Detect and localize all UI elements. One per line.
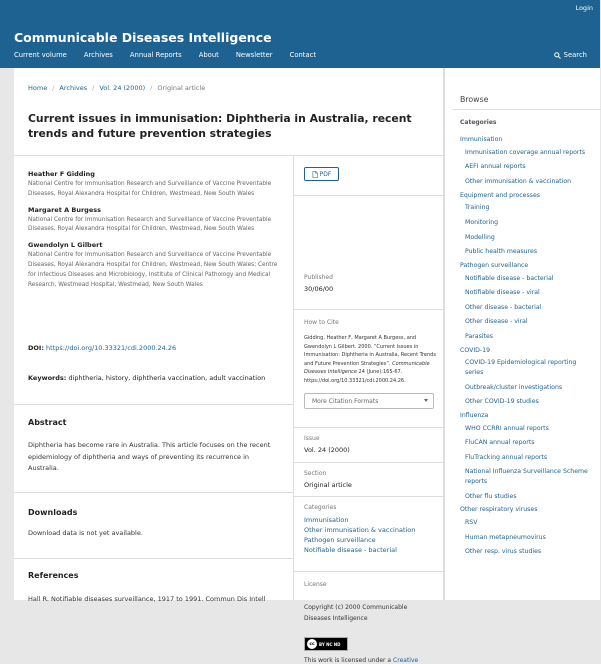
breadcrumb-home[interactable]: Home (28, 84, 48, 92)
citation-formats-dropdown[interactable] (304, 393, 434, 409)
site-title[interactable]: Communicable Diseases Intelligence (14, 30, 272, 45)
keywords (28, 374, 281, 382)
citation-formats-label: More Citation Formats (312, 397, 379, 405)
nav-newsletter[interactable]: Newsletter (235, 51, 273, 59)
category-link[interactable]: Public health measures (465, 248, 538, 256)
breadcrumb-separator: / (92, 84, 95, 92)
category-group (460, 262, 595, 269)
issue-label: Issue (304, 435, 320, 442)
category-item (460, 438, 595, 448)
category-group (460, 192, 595, 199)
section-label: Section (304, 470, 327, 477)
section-value: Original article (304, 481, 352, 489)
category-link[interactable]: Other immunisation & vaccination (465, 177, 572, 185)
search-label: Search (563, 51, 587, 59)
category-link[interactable]: Other respiratory viruses (460, 506, 538, 514)
category-link[interactable]: Other immunisation & vaccination (304, 526, 416, 534)
citation-plain: Gidding, Heather F, Margaret A Burgess, and Gwendolyn L Gilbert. 2000. “Current Issues in Immunisation: Diphtheria in Australia, Recent Trends and Future Prevention Strategies”. (304, 335, 436, 367)
category-link[interactable]: Parasites (465, 332, 493, 340)
category-item (460, 203, 595, 213)
category-link[interactable]: Pathogen surveillance (304, 536, 376, 544)
category-link[interactable]: Pathogen surveillance (460, 261, 529, 269)
category-link[interactable]: Other disease - viral (465, 318, 528, 326)
citation-journal: Communicable Diseases Intelligence (304, 360, 430, 376)
nav-about[interactable]: About (198, 51, 219, 59)
category-group (460, 506, 595, 513)
license-label: License (304, 581, 327, 588)
category-link[interactable]: Immunisation (460, 136, 503, 143)
category-link[interactable]: FluTracking annual reports (465, 453, 548, 461)
divider (294, 427, 444, 428)
authors-list (28, 170, 281, 296)
doi (28, 344, 176, 352)
browse-heading: Browse (460, 95, 489, 104)
breadcrumb (28, 84, 205, 92)
keywords-value: diphtheria, history, diphtheria vaccination, adult vaccination (68, 374, 266, 382)
divider (14, 558, 293, 559)
category-tree (460, 136, 595, 562)
category-link[interactable]: Notifiable disease - bacterial (304, 546, 397, 554)
categories-label: Categories (304, 504, 337, 511)
category-item (460, 288, 595, 298)
breadcrumb-current: Original article (157, 84, 206, 92)
category-link[interactable]: Immunisation coverage annual reports (465, 148, 586, 156)
category-link[interactable]: National Influenza Surveillance Scheme reports (465, 468, 588, 486)
nav-current-volume[interactable]: Current volume (14, 51, 67, 59)
category-group (460, 412, 595, 419)
article-categories (304, 515, 415, 555)
breadcrumb-archives[interactable]: Archives (59, 84, 88, 92)
breadcrumb-separator: / (150, 84, 153, 92)
author-name: Gwendolyn L Gilbert (28, 241, 103, 250)
author-affiliation: National Centre for Immunisation Research and Surveillance of Vaccine Preventable Diseases, Royal Alexandra Hospital for Children, Westmead, New South Wales; Centre for Infectious Diseases and Microbiology, Institute of Clinical Pathology and Medical Research, Westmead Hospital, Westmead, New South Wales (28, 252, 278, 288)
category-item (460, 424, 595, 434)
category-item (460, 332, 595, 342)
category-link[interactable]: WHO CCRRI annual reports (465, 424, 549, 432)
main-nav (14, 51, 333, 59)
category-item (460, 247, 595, 257)
category-link[interactable]: Other flu studies (465, 492, 517, 500)
category-link[interactable]: COVID-19 Epidemiological reporting series (465, 359, 577, 377)
citation-text (304, 334, 436, 386)
abstract-heading: Abstract (28, 418, 67, 427)
chevron-down-icon (424, 399, 428, 402)
category-link[interactable]: AEFI annual reports (465, 163, 526, 171)
divider (294, 571, 444, 572)
published-date: 30/06/00 (304, 285, 334, 293)
category-item (460, 303, 595, 313)
category-link[interactable]: Training (465, 204, 490, 212)
author-name: Margaret A Burgess (28, 205, 101, 214)
sidebar (444, 68, 600, 600)
author-name: Heather F Gidding (28, 170, 95, 178)
category-link[interactable]: Notifiable disease - bacterial (465, 274, 554, 282)
category-item (460, 233, 595, 243)
category-item (460, 397, 595, 407)
category-link[interactable]: Notifiable disease - viral (465, 289, 540, 297)
issue-link[interactable]: Vol. 24 (2000) (304, 446, 350, 454)
category-link[interactable]: FluCAN annual reports (465, 439, 535, 447)
how-to-cite-label: How to Cite (304, 319, 339, 326)
file-pdf-icon (312, 171, 318, 178)
category-item (460, 467, 595, 487)
divider (294, 496, 444, 497)
category-link[interactable]: Other disease - bacterial (465, 303, 542, 311)
column-divider (293, 155, 294, 600)
search-icon (554, 52, 561, 59)
category-link[interactable]: Other resp. virus studies (465, 548, 542, 556)
downloads-heading: Downloads (28, 508, 78, 517)
citation-tail: 24 (June):165-67. https://doi.org/10.33321/cdi.2000.24.26. (304, 369, 406, 384)
published-label: Published (304, 274, 333, 281)
category-item (460, 547, 595, 557)
cc-text: BY NC ND (319, 641, 341, 647)
category-link[interactable]: COVID-19 (460, 346, 491, 354)
category-link[interactable]: Other COVID-19 studies (465, 398, 539, 406)
login-link[interactable]: Login (575, 4, 593, 12)
site-header (0, 0, 600, 68)
categories-heading: Categories (460, 119, 497, 126)
category-link[interactable]: Human metapneumovirus (465, 533, 546, 541)
divider (14, 492, 293, 493)
pdf-label: PDF (319, 170, 332, 178)
category-item (460, 218, 595, 228)
category-item (460, 177, 595, 187)
divider (294, 309, 444, 310)
category-item (460, 358, 595, 378)
doi-link[interactable]: https://doi.org/10.33321/cdi.2000.24.26 (46, 344, 177, 352)
category-link[interactable]: Immunisation (304, 516, 349, 524)
pdf-button[interactable] (304, 167, 339, 181)
reference-item: Hall R. Notifiable diseases surveillance, 1917 to 1991. Commun Dis Intell (28, 595, 266, 603)
cc-circle: cc (307, 639, 317, 649)
author (28, 241, 281, 290)
nav-archives[interactable]: Archives (83, 51, 113, 59)
creative-commons-icon[interactable] (304, 637, 348, 651)
divider (294, 195, 444, 196)
license-link[interactable]: Creative (393, 657, 419, 664)
downloads-text: Download data is not yet available. (28, 529, 143, 537)
nav-contact[interactable]: Contact (289, 51, 317, 59)
search-link[interactable] (554, 51, 587, 59)
main-content (14, 68, 444, 664)
category-item (460, 274, 595, 284)
category-link[interactable]: Outbreak/cluster investigations (465, 383, 563, 391)
category-link[interactable]: RSV (465, 519, 478, 527)
author-affiliation: National Centre for Immunisation Research and Surveillance of Vaccine Preventable Diseases, Royal Alexandra Hospital for Children, Westmead, New South Wales (28, 181, 272, 197)
license-note (304, 657, 418, 664)
doi-label: DOI: (28, 344, 44, 352)
category-link[interactable]: Monitoring (465, 218, 499, 226)
category-item (460, 148, 595, 158)
category-link[interactable]: Influenza (460, 411, 489, 419)
category-item (460, 518, 595, 528)
author-affiliation: National Centre for Immunisation Research and Surveillance of Vaccine Preventable Diseases, Royal Alexandra Hospital for Children, Westmead, New South Wales (28, 216, 272, 233)
category-item (460, 533, 595, 543)
article-title: Current issues in immunisation: Diphtheria in Australia, recent trends and future prevention strategies (28, 112, 412, 140)
divider (294, 462, 444, 463)
category-item (460, 162, 595, 172)
category-link[interactable]: Equipment and processes (460, 191, 540, 199)
license-text: Copyright (c) 2000 Communicable Diseases Intelligence (304, 604, 408, 622)
keywords-label: Keywords: (28, 374, 67, 382)
author (28, 206, 281, 236)
category-link[interactable]: Modelling (465, 233, 495, 241)
category-group (460, 347, 595, 354)
category-item (460, 317, 595, 327)
category-item (460, 383, 595, 393)
nav-annual-reports[interactable]: Annual Reports (129, 51, 182, 59)
divider (14, 155, 444, 156)
category-item (460, 453, 595, 463)
license-note-text: This work is licensed under a (304, 657, 392, 664)
category-item (460, 492, 595, 502)
breadcrumb-volume[interactable]: Vol. 24 (2000) (99, 84, 146, 92)
author (28, 170, 281, 200)
divider (14, 404, 293, 405)
category-group (460, 136, 595, 143)
divider (453, 109, 601, 110)
breadcrumb-separator: / (52, 84, 55, 92)
references-heading: References (28, 571, 79, 580)
abstract-text: Diphtheria has become rare in Australia. This article focuses on the recent epidemiology of diphtheria and ways of preventing its recurrence in Australia. (28, 441, 271, 472)
